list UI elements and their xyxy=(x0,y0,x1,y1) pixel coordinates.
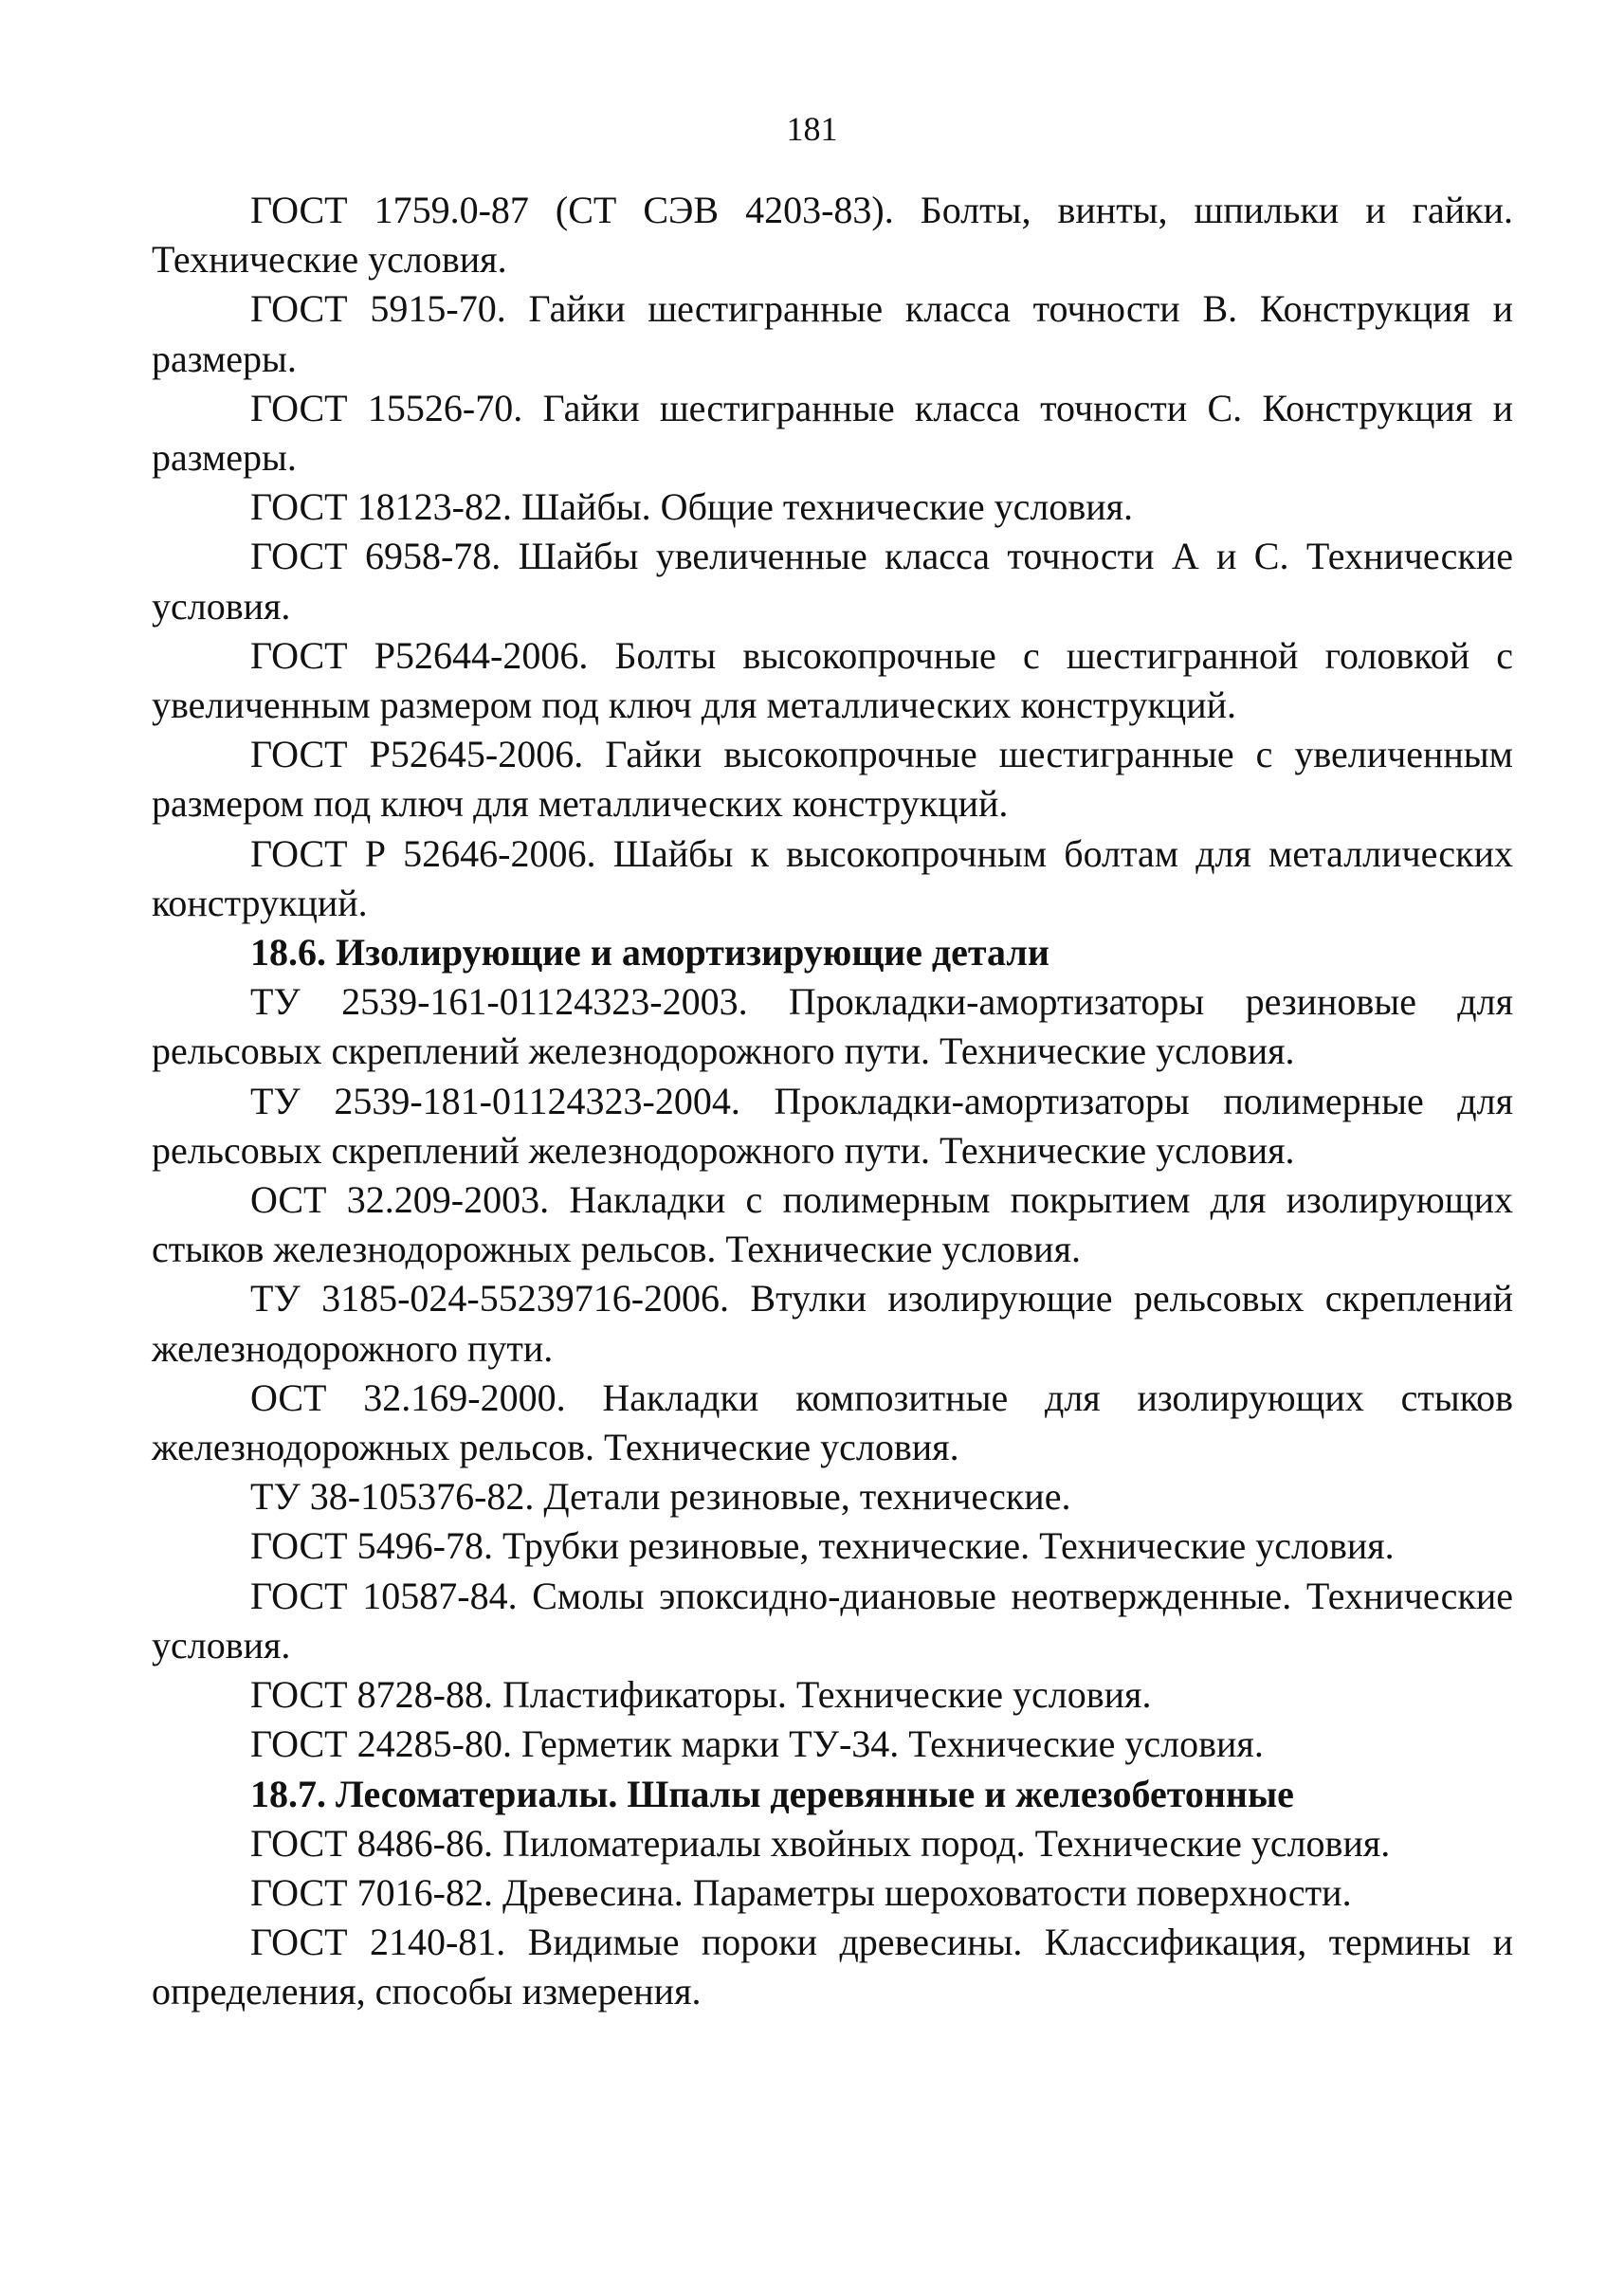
reference-entry: ГОСТ 5496-78. Трубки резиновые, технические. Технические условия. xyxy=(250,1524,1395,1568)
document-body xyxy=(152,186,1513,2017)
reference-entry: ТУ 3185-024-55239716-2006. Втулки изолирующие рельсовых скреплений железнодорожного пути. xyxy=(152,1277,1513,1370)
reference-entry: ГОСТ 8728-88. Пластификаторы. Технические условия. xyxy=(250,1673,1152,1717)
reference-entry: ГОСТ Р 52646-2006. Шайбы к высокопрочным болтам для металлических конструкций. xyxy=(152,831,1513,924)
reference-entry: ГОСТ 5915-70. Гайки шестигранные класса точности В. Конструкция и размеры. xyxy=(152,287,1513,380)
reference-entry: ТУ 2539-181-01124323-2004. Прокладки-амортизаторы полимерные для рельсовых скреплений железнодорожного пути. Технические условия. xyxy=(152,1079,1513,1172)
reference-entry: ГОСТ 6958-78. Шайбы увеличенные класса точности А и С. Технические условия. xyxy=(152,535,1513,628)
reference-entry: ГОСТ 10587-84. Смолы эпоксидно-диановые неотвержденные. Технические условия. xyxy=(152,1574,1513,1667)
reference-entry: ГОСТ 15526-70. Гайки шестигранные класса точности С. Конструкция и размеры. xyxy=(152,386,1513,480)
section-heading-18-6: 18.6. Изолирующие и амортизирующие детали xyxy=(250,931,1049,974)
reference-entry: ОСТ 32.169-2000. Накладки композитные для изолирующих стыков железнодорожных рельсов. Технические условия. xyxy=(152,1375,1513,1469)
reference-entry: ГОСТ 24285-80. Герметик марки ТУ-34. Технические условия. xyxy=(250,1722,1264,1766)
reference-entry: ГОСТ 18123-82. Шайбы. Общие технические условия. xyxy=(250,485,1134,529)
section-heading-18-7: 18.7. Лесоматериалы. Шпалы деревянные и железобетонные xyxy=(250,1772,1294,1815)
reference-entry: ГОСТ 8486-86. Пиломатериалы хвойных пород. Технические условия. xyxy=(250,1821,1391,1865)
reference-entry: ГОСТ Р52645-2006. Гайки высокопрочные шестигранные с увеличенным размером под ключ для металлических конструкций. xyxy=(152,733,1513,826)
reference-entry: ГОСТ Р52644-2006. Болты высокопрочные с шестигранной головкой с увеличенным размером под ключ для металлических конструкций. xyxy=(152,633,1513,727)
page-number: 181 xyxy=(786,110,838,148)
reference-entry: ТУ 2539-161-01124323-2003. Прокладки-амортизаторы резиновые для рельсовых скреплений железнодорожного пути. Технические условия. xyxy=(152,980,1513,1073)
reference-entry: ГОСТ 7016-82. Древесина. Параметры шероховатости поверхности. xyxy=(250,1870,1352,1914)
reference-entry: ОСТ 32.209-2003. Накладки с полимерным покрытием для изолирующих стыков железнодорожных рельсов. Технические условия. xyxy=(152,1178,1513,1271)
reference-entry: ГОСТ 2140-81. Видимые пороки древесины. Классификация, термины и определения, способы измерения. xyxy=(152,1921,1513,2013)
reference-entry: ГОСТ 1759.0-87 (СТ СЭВ 4203-83). Болты, винты, шпильки и гайки. Технические условия. xyxy=(152,189,1513,282)
reference-entry: ТУ 38-105376-82. Детали резиновые, технические. xyxy=(250,1475,1071,1519)
